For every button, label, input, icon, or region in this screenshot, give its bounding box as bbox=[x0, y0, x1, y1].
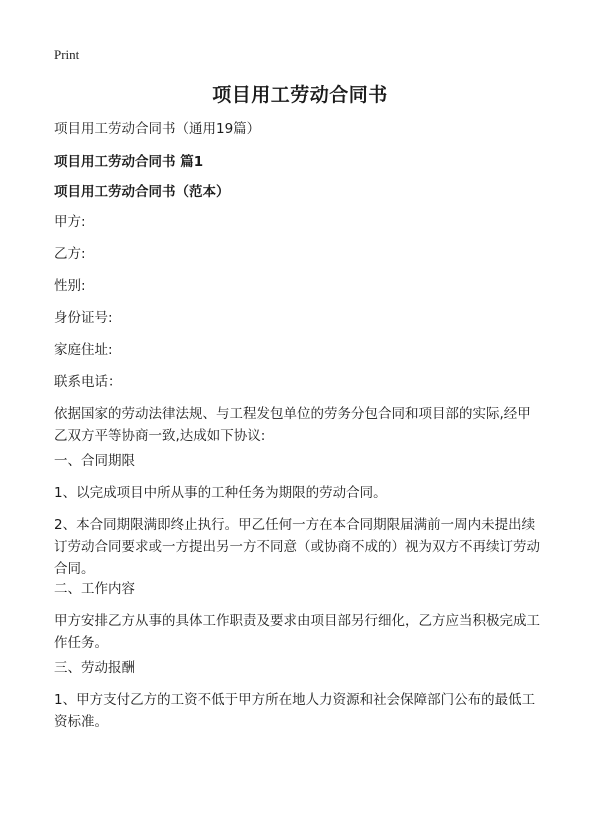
section-2-paragraph-line: 甲方安排乙方从事的具体工作职责及要求由项目部另行细化，乙方应当积极完成工 bbox=[54, 613, 540, 629]
section-3-paragraph-line: 资标准。 bbox=[54, 714, 108, 730]
section-2-heading: 二、工作内容 bbox=[54, 581, 135, 597]
field-party-a: 甲方: bbox=[54, 214, 86, 230]
section-heading: 项目用工劳动合同书 篇1 bbox=[54, 154, 204, 170]
section-3-heading: 三、劳动报酬 bbox=[54, 660, 135, 676]
contract-heading: 项目用工劳动合同书（范本） bbox=[54, 184, 230, 200]
section-1-paragraph-1: 1、以完成项目中所从事的工种任务为期限的劳动合同。 bbox=[54, 485, 387, 501]
field-id-number: 身份证号: bbox=[54, 310, 113, 326]
field-address: 家庭住址: bbox=[54, 342, 113, 358]
field-gender: 性别: bbox=[54, 278, 86, 294]
section-1-paragraph-2-line: 订劳动合同要求或一方提出另一方不同意（或协商不成的）视为双方不再续订劳动 bbox=[54, 539, 540, 555]
print-link[interactable]: Print bbox=[54, 47, 80, 62]
section-2-paragraph-line: 作任务。 bbox=[54, 635, 108, 651]
field-phone: 联系电话： bbox=[54, 374, 122, 390]
section-1-paragraph-2-line: 2、本合同期限满即终止执行。甲乙任何一方在本合同期限届满前一周内未提出续 bbox=[54, 517, 536, 533]
intro-paragraph-line: 乙双方平等协商一致,达成如下协议: bbox=[54, 428, 266, 444]
intro-paragraph-line: 依据国家的劳动法律法规、与工程发包单位的劳务分包合同和项目部的实际,经甲 bbox=[54, 406, 531, 422]
section-1-heading: 一、合同期限 bbox=[54, 453, 135, 469]
section-1-paragraph-2-line: 合同。 bbox=[54, 561, 95, 577]
section-3-paragraph-line: 1、甲方支付乙方的工资不低于甲方所在地人力资源和社会保障部门公布的最低工 bbox=[54, 692, 536, 708]
document-title: 项目用工劳动合同书 bbox=[212, 84, 388, 106]
field-party-b: 乙方: bbox=[54, 246, 86, 262]
document-subtitle: 项目用工劳动合同书（通用19篇） bbox=[54, 121, 261, 137]
